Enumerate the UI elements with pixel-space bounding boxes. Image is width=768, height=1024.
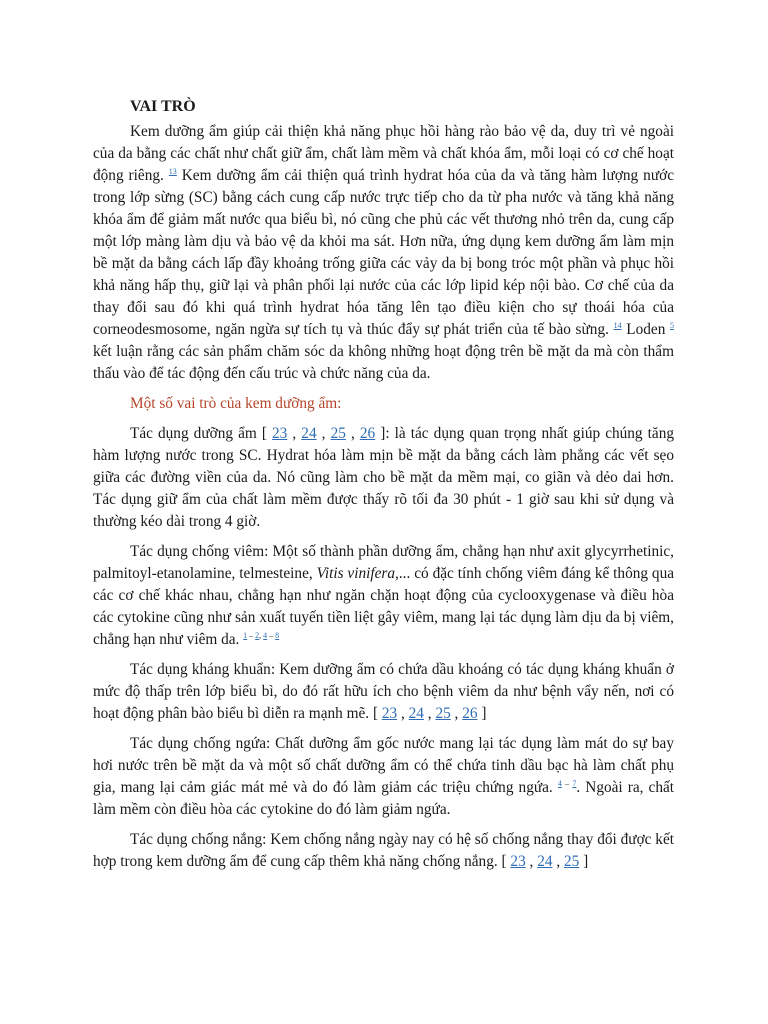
citation-link[interactable]: 7 [572, 779, 577, 788]
citation-link[interactable]: 23 [272, 425, 288, 442]
citation-link[interactable]: 25 [435, 705, 451, 722]
citation-link[interactable]: 24 [537, 853, 553, 870]
citation-link[interactable]: 8 [275, 631, 280, 640]
citation-link[interactable]: 4 [263, 631, 268, 640]
citation-link[interactable]: 24 [301, 425, 317, 442]
paragraph-anti-itch: Tác dụng chống ngứa: Chất dưỡng ẩm gốc nước mang lại tác dụng làm mát do sự bay hơi nước trên bề mặt da và một số chất dưỡng ẩm có thể chứa tinh dầu bạc hà làm chất phụ gia, mang lại cảm giác mát mẻ và do đó làm giảm các triệu chứng ngứa. $^{4 - 7}$. Ngoài ra, chất làm mềm còn điều hòa các cytokine do đó làm giảm ngứa. [93, 735, 675, 818]
paragraph-sunscreen: Tác dụng chống nắng: Kem chống nắng ngày nay có hệ số chống nắng thay đổi được kết hợp trong kem dưỡng ẩm để cung cấp thêm khả năng chống nắng. [ 23 , 24 , 25 ] [93, 831, 674, 870]
citation-link[interactable]: 26 [462, 705, 478, 722]
citation-link[interactable]: 2 [255, 631, 260, 640]
citation-link[interactable]: 23 [510, 853, 526, 870]
citation-link[interactable]: 25 [563, 853, 580, 870]
citation-link[interactable]: 5 [670, 321, 675, 330]
citation-link[interactable]: 4 [557, 779, 562, 788]
citation-link[interactable]: 25 [330, 425, 346, 442]
paragraph-intro: Kem dưỡng ẩm giúp cải thiện khả năng phục hồi hàng rào bảo vệ da, duy trì vẻ ngoài của da bằng các chất như chất giữ ẩm, chất làm mềm và chất khóa ẩm, mỗi loại có cơ chế hoạt động riêng. $^{13}$ Kem dưỡng ẩm cải thiện quá trình hydrat hóa của da và tăng hàm lượng nước trong lớp sừng (SC) bằng cách cung cấp nước trực tiếp cho da từ pha nước và tăng khả năng khóa ẩm để giảm mất nước qua biểu bì, nó cũng che phủ các vết thương nhỏ trên da, cung cấp một lớp màng làm dịu và bảo vệ da khỏi ma sát. Hơn nữa, ứng dụng kem dưỡng ẩm làm mịn bề mặt da bằng cách lấp đầy khoảng trống giữa các vảy da bị bong tróc một phần và phục hồi khả năng hấp thụ, giữ lại và phân phối lại nước của các lớp lipid kép nội bào. Cơ chế của da thay đổi sau đó khi quá trình hydrat hóa tăng lên tạo điều kiện cho sự thoái hóa của corneodesmosome, ngăn ngừa sự tích tụ và thúc đẩy sự phát triển của tế bào sừng. $^{14}$ Loden $^5$ kết luận rằng các sản phẩm chăm sóc da không những hoạt động trên bề mặt da mà còn thẩm thấu vào để tác động đến cấu trúc và chức năng của da. [93, 123, 675, 382]
paragraph-anti-inflammatory: Tác dụng chống viêm: Một số thành phần dưỡng ẩm, chẳng hạn như axit glycyrrhetinic, palmitoyl-etanolamine, telmesteine, Vitis vinifera,... có đặc tính chống viêm đáng kể thông qua các cơ chế khác nhau, chẳng hạn như ngăn chặn hoạt động của cyclooxygenase và điều hòa các cytokine cũng như sản xuất tuyến tiền liệt gây viêm, mang lại tác dụng làm dịu da bị viêm, chẳng hạn như viêm da. $^{1 - 2, 4 - 8}$ [93, 543, 675, 648]
citation-link[interactable]: 13 [168, 167, 177, 176]
paragraph-moisturizing: Tác dụng dưỡng ẩm [ 23 , 24 , 25 , 26 ]: là tác dụng quan trọng nhất giúp chúng tăng hàm lượng nước trong SC. Hydrat hóa làm mịn bề mặt da bằng cách làm phẳng các vết sẹo giữa các đường viền của da. Nó cũng làm cho bề mặt da mềm mại, co giãn và dẻo dai hơn. Tác dụng giữ ẩm của chất làm mềm được thấy rõ tối đa 30 phút - 1 giờ sau khi sử dụng và thường kéo dài trong 4 giờ. [93, 425, 674, 530]
citation-link[interactable]: 26 [359, 425, 376, 442]
subheading: Một số vai trò của kem dưỡng ẩm: [130, 395, 342, 412]
citation-link[interactable]: 14 [613, 321, 622, 330]
section-heading: VAI TRÒ [130, 98, 196, 115]
citation-link[interactable]: 24 [408, 705, 424, 722]
species-name: Vitis vinifera [316, 565, 396, 582]
document-page [93, 93, 674, 881]
citation-link[interactable]: 1 [243, 631, 248, 640]
paragraph-antibacterial: Tác dụng kháng khuẩn: Kem dưỡng ẩm có chứa dầu khoáng có tác dụng kháng khuẩn ở mức độ thấp trên lớp biểu bì, do đó rất hữu ích cho bệnh viêm da như bệnh vẩy nến, nơi có hoạt động phân bào biểu bì diễn ra mạnh mẽ. [ 23 , 24 , 25 , 26 ] [93, 661, 674, 722]
citation-link[interactable]: 23 [381, 705, 398, 722]
